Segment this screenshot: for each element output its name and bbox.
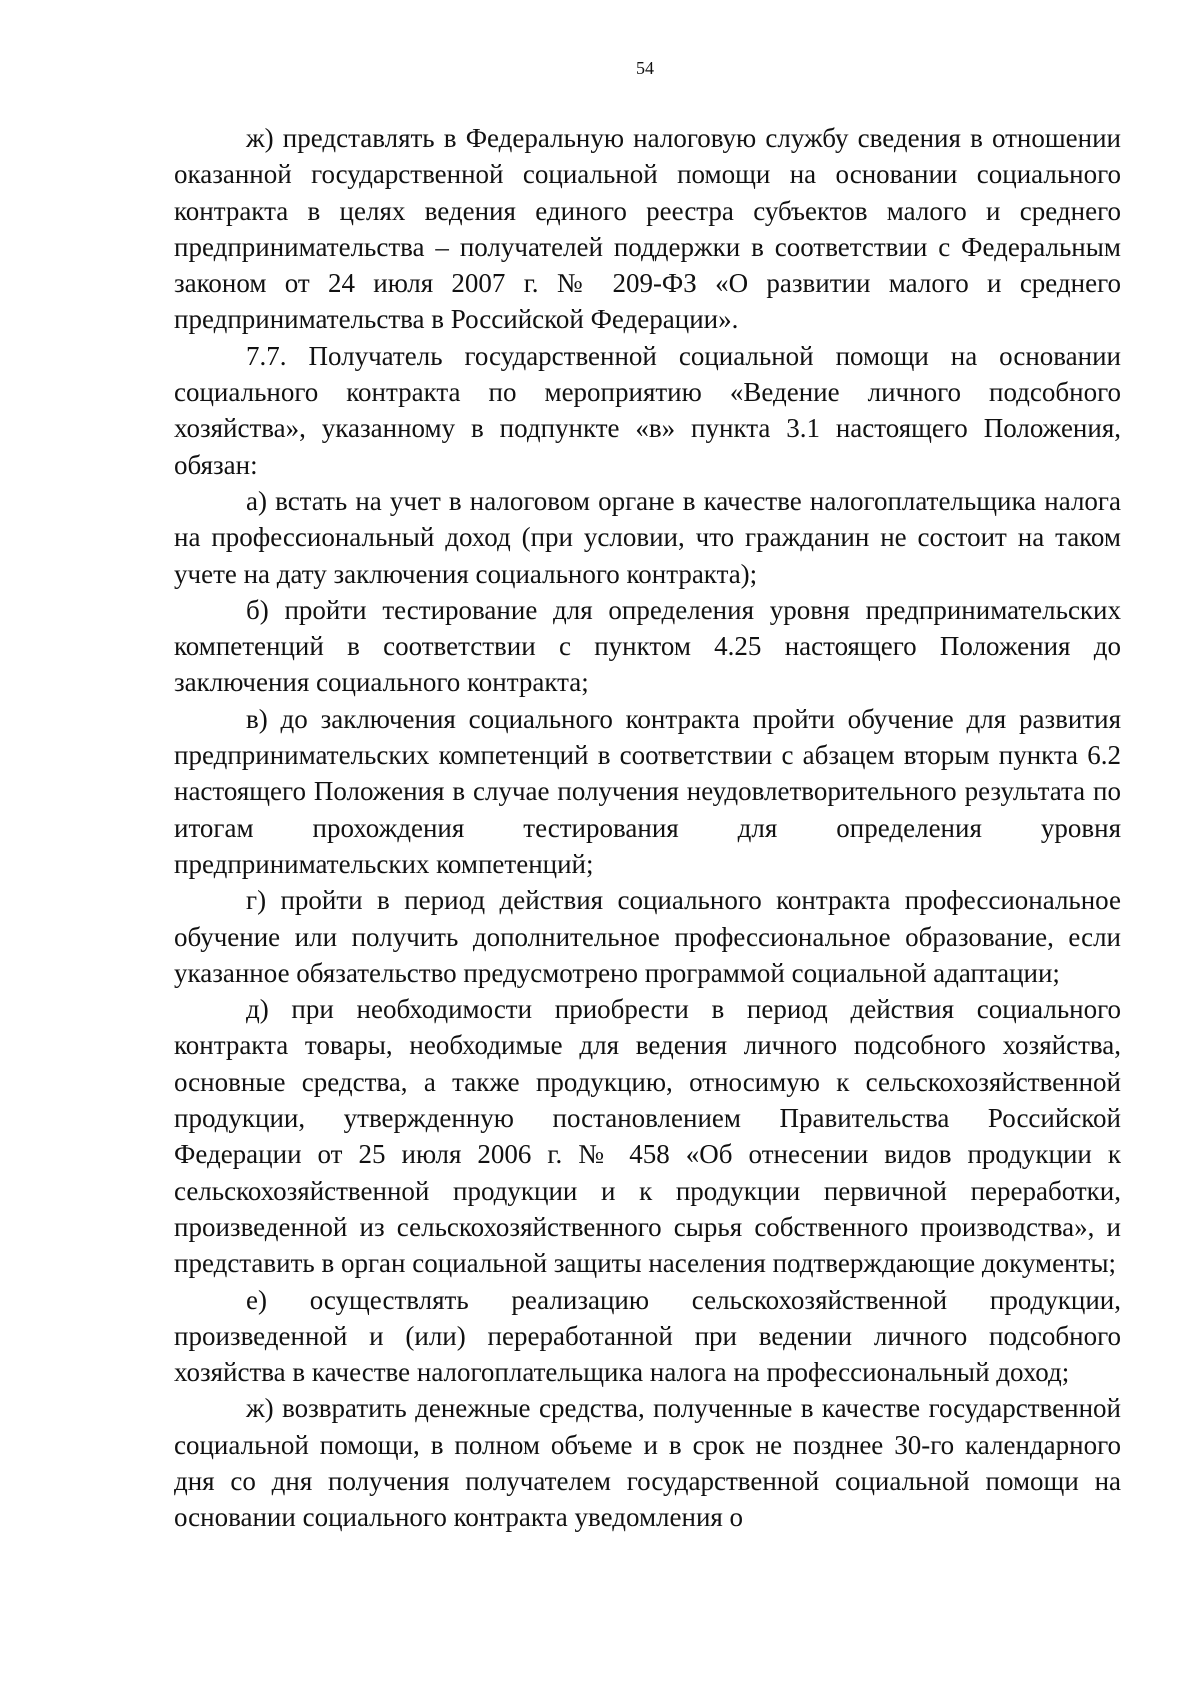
page-number: 54: [636, 58, 654, 78]
paragraph-zh-refund: ж) возвратить денежные средства, полученные в качестве государственной социальной помощи, в полном объеме и в срок не позднее 30-го календарного дня со дня получения получателем государственной социальной помощи на основании социального контракта уведомления о: [174, 1393, 1121, 1533]
paragraph-b-testing: б) пройти тестирование для определения уровня предпринимательских компетенций в соответствии с пунктом 4.25 настоящего Положения до заключения социального контракта;: [174, 594, 1121, 698]
document-body: [174, 120, 1121, 1536]
paragraph-d-purchases: д) при необходимости приобрести в период действия социального контракта товары, необходимые для ведения личного подсобного хозяйства, основные средства, а также продукцию, относимую к сельскохозяйственной продукции, утвержденную постановлением Правительства Российской Федерации от 25 июля 2006 г. № 458 «Об отнесении видов продукции к сельскохозяйственной продукции и к продукции первичной переработки, произведенной из сельскохозяйственного сырья собственного производства», и представить в орган социальной защиты населения подтверждающие документы;: [174, 994, 1121, 1279]
paragraph-v-training: в) до заключения социального контракта пройти обучение для развития предпринимательских компетенций в соответствии с абзацем вторым пункта 6.2 настоящего Положения в случае получения неудовлетворительного результата по итогам прохождения тестирования для определения уровня предпринимательских компетенций;: [174, 703, 1121, 879]
paragraph-zh-tax-reporting: ж) представлять в Федеральную налоговую службу сведения в отношении оказанной государственной социальной помощи на основании социального контракта в целях ведения единого реестра субъектов малого и среднего предпринимательства – получателей поддержки в соответствии с Федеральным законом от 24 июля 2007 г. № 209-ФЗ «О развитии малого и среднего предпринимательства в Российской Федерации».: [174, 123, 1121, 335]
paragraph-g-education: г) пройти в период действия социального контракта профессиональное обучение или получить дополнительное профессиональное образование, если указанное обязательство предусмотрено программой социальной адаптации;: [174, 885, 1121, 988]
paragraph-a-tax-registration: а) встать на учет в налоговом органе в качестве налогоплательщика налога на профессиональный доход (при условии, что гражданин не состоит на таком учете на дату заключения социального контракта);: [174, 485, 1121, 589]
paragraph-e-sales: е) осуществлять реализацию сельскохозяйственной продукции, произведенной и (или) переработанной при ведении личного подсобного хозяйства в качестве налогоплательщика налога на профессиональный доход;: [174, 1284, 1121, 1388]
paragraph-7-7-intro: 7.7. Получатель государственной социальной помощи на основании социального контракта по мероприятию «Ведение личного подсобного хозяйства», указанному в подпункте «в» пункта 3.1 настоящего Положения, обязан:: [174, 340, 1121, 480]
